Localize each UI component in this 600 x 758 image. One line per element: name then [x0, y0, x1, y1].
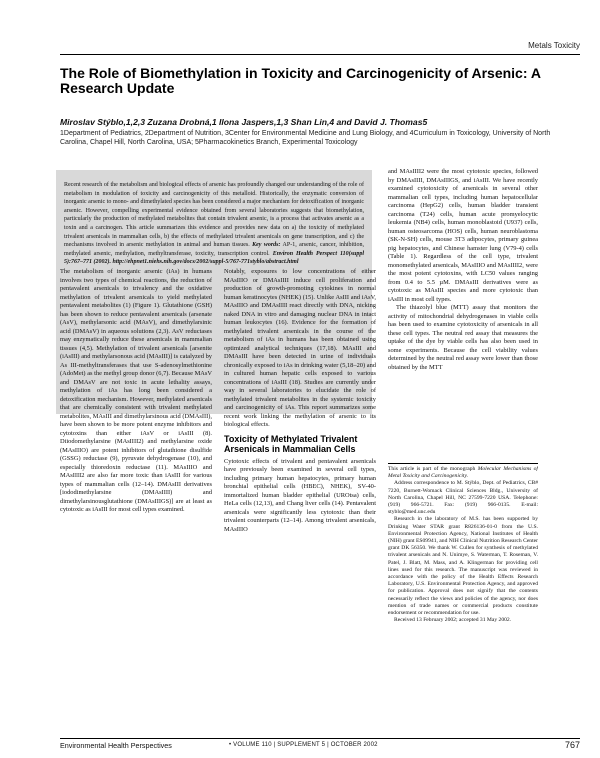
- journal-details: • VOLUME 110 | SUPPLEMENT 5 | OCTOBER 2002: [229, 742, 378, 748]
- author-list: Miroslav Stýblo,1,2,3 Zuzana Drobná,1 Ilona Jaspers,1,3 Shan Lin,4 and David J. Thomas5: [60, 117, 428, 127]
- body-paragraph: The thiazolyl blue (MTT) assay that monitors the activity of mitochondrial dehydrogenases in viable cells has been used to examine cytotoxicity of arsenicals in all these cell types. The neutral red assay that measures the uptake of the dye by viable cells has also been used in some experiments. Because the cell viability values determined by the neutral red assay were lower than those obtained by the MTT: [388, 304, 538, 371]
- monograph-note: [388, 466, 538, 480]
- body-column-2: [224, 268, 376, 736]
- page-number: 767: [564, 740, 580, 750]
- footnote-rule: [388, 463, 538, 464]
- received-dates: Received 13 February 2002; accepted 31 May 2002.: [394, 617, 512, 624]
- abstract-url[interactable]: http://ehpnet1.niehs.nih.gov/docs/2002/suppl-5/767-771styblo/abstract.html: [112, 259, 299, 266]
- body-paragraph: Notably, exposures to low concentrations of either MAsIIIO or DMAsIIII induce cell proliferation and production of growth-promoting cytokines in normal human keratinocytes (NHEK) (15). Unlike AsIII and iAsV, MAsIIIO and DMAsIIII react directly with DNA, nicking naked DNA in vitro and damaging nuclear DNA in intact human leukocytes (16). Evidence for the formation of methylated trivalent arsenicals in the course of the metabolism of iAs in humans has been obtained using optimized analytical techniques (17,18). MAsIII and DMAsIII have been detected in urine of individuals chronically exposed to iAs in drinking water (5,18–20) and in cultured human hepatic cells exposed to various concentrations of iAsIII (18). Studies are currently under way in several laboratories to elucidate the role of methylated trivalent metabolites in the systemic toxicity and carcinogenicity of iAs. This report summarizes some recent work linking the methylation of arsenic to its biological effects.: [224, 268, 376, 428]
- monograph-prefix: This article is part of the monograph: [388, 466, 476, 472]
- section-heading: Toxicity of Methylated Trivalent Arsenicals in Mammalian Cells: [224, 433, 358, 454]
- article-title: The Role of Biomethylation in Toxicity and Carcinogenicity of Arsenic: A Research Update: [60, 65, 541, 96]
- body-column-1: [60, 268, 212, 736]
- header-rule: [60, 54, 580, 55]
- body-paragraph: The metabolism of inorganic arsenic (iAs) in humans involves two types of chemical reactions, the reduction of pentavalent arsenicals to trivalency and the oxidative methylation of trivalent arsenicals to yield methylated pentavalent metabolites (1) (Figure 1). Glutathione (GSH) has been shown to reduce pentavalent arsenicals (arsenate (AsV), methylarsonic acid (MAsV), and dimethylarsinic acid (DMAsV) in aqueous solutions (2,3). AsV reductases may enzymatically reduce these arsenicals in mammalian tissues (4,5). Methylation of trivalent arsenicals [arsenite (iAsIII) and methylarsonous acid (MAsIII)] is catalyzed by As III-methyltransferases that use S-adenosylmethionine (AdoMet) as the methyl group donor (6,7). Because MAsV and DMAsV are not toxic in acute lethality assays, methylation of iAs has long been considered a detoxification mechanism. However, methylated arsenicals that are chemically consistent with trivalent methylated metabolites, MAsIII and dimethylarsinous acid (DMAsIII), have been shown to be more potent enzyme inhibitors and cytotoxins than either iAsV or iAsIII (8). Diiodomethylarsine (MAsIIII2) and methylarsine oxide (MAsIIIO) are potent inhibitors of glutathione disulfide (GSSG) reductase (9), pyruvate dehydrogenase (10), and especially thioredoxin reductase (11). MAsIIIO and MAsIIII2 are also far more toxic than iAsIII for various types of mammalian cells (12–14). DMAsIII derivatives [iododimethylarsine (DMAsIIII) and dimethylarsinousglutathione (DMAsIIIGS)] are at least as cytotoxic as iAsIII for most cell types examined.: [60, 268, 212, 513]
- affiliations: 1Department of Pediatrics, 2Department of Nutrition, 3Center for Environmental Medicine and Lung Biology, and 4Curriculum in Toxicology, University of North Carolina, Chapel Hill, North Carolina, USA; 5Pharmacokinetics Branch, Experimental Toxicology: [60, 130, 551, 146]
- body-paragraph: Cytotoxic effects of trivalent and pentavalent arsenicals have previously been examined in several cell types, including primary human hepatocytes, primary human bronchial epithelial cells (HBEC), NHEK), SV-40-immortalized human bladder epithelial (UROtsa) cells, HeLa cells (12,13), and Chang liver cells (14). Pentavalent arsenicals were significantly less cytotoxic than their trivalent counterparts (12–14). Among trivalent arsenicals, MAsIIIO: [224, 457, 376, 533]
- body-column-3: [388, 168, 538, 456]
- acknowledgments: Research in the laboratory of M.S. has been supported by Drinking Water STAR grant R826136-01-0 from the U.S. Environmental Protection Agency, National Institutes of Health (NIH) grant ES09941, and NIH Clinical Nutrition Research Center grant DK 56350. We thank W. Cullen for synthesis of methylated trivalent arsenicals and N. Unimye, S. Waterman, T. Roseman, V. Patel, J. Blatt, M. Mass, and A. Klingerman for providing cell lines used for this research. The manuscript was reviewed in accordance with the policy of the Health Effects Research Laboratory, U.S. Environmental Protection Agency, and approved for publication. Approval does not signify that the contents necessarily reflect the views and policies of the agency, nor does mention of trade names or commercial products constitute endorsement or recommendation for use.: [388, 516, 538, 617]
- footnote: [388, 466, 538, 738]
- keywords: AP-1, arsenic, cancer, inhibition, methylated arsenic, methylation, methyltransferase, toxicity, transcription control.: [64, 242, 365, 257]
- citation: Environ Health Perspect 110(suppl 5):767–771 (2002).: [64, 250, 365, 266]
- keywords-label: Key words:: [252, 242, 281, 249]
- correspondence: Address correspondence to M. Stýblo, Dept. of Pediatrics, CB# 7220, Burnett-Womack Clinical Sciences Bldg., University of North Carolina, Chapel Hill, NC 27599-7220 USA. Telephone: (919) 966-5721. Fax: (919) 966-0135. E-mail: styblo@med.unc.edu: [388, 480, 538, 516]
- footer-rule: [60, 738, 580, 739]
- body-paragraph: and MAsIIII2 were the most cytotoxic species, followed by DMAsIIII, DMAsIIIGS, and iAsIII. We have recently examined cytotoxicity of arsenicals in several other mammalian cell types, including human hepatocellular carcinoma (HepG2) cells, human bladder transient carcinoma (T24) cells, human acute promyelocytic leukemia (NB4) cells, human monoblastoid (U937) cells, human osteosarcoma (HOS) cells, human neuroblastoma (SK-N-SH) cells, mouse 3T3 adipocytes, primary guinea pig hepatocytes, and Chinese hamster lung (V79-4) cells (Table 1). Regardless of the cell type, trivalent monomethylated arsenicals, MAsIIIO and MAsIIII2, were the most potent cytotoxins, with LC50 values ranging from 0.4 to 5.5 µM. DMAsIII derivatives were as cytotoxic as MAsIII species and more cytotoxic than iAsIII in most cell types.: [388, 168, 538, 303]
- abstract: [64, 181, 364, 267]
- journal-name: Environmental Health Perspectives: [60, 741, 172, 750]
- monograph-title: Molecular Mechanisms of Metal Toxicity and Carcinogenicity.: [388, 466, 538, 480]
- abstract-text: Recent research of the metabolism and biological effects of arsenic has profoundly changed our understanding of the role of metabolism in modulation of toxicity and carcinogenicity of this metalloid. Historically, the enzymatic conversion of inorganic arsenic to mono- and dimethylated species has been considered a major mechanism for detoxification of inorganic arsenic. However, compelling experimental evidence obtained from several laboratories suggests that biomethylation, particularly the production of methylated metabolites that contain trivalent arsenic, is a process that activates arsenic as a toxin and a carcinogen. This article summarizes this evidence and provides new data on a) the toxicity of methylated trivalent arsenicals in mammalian cells, b) the effects of methylated trivalent arsenicals on gene transcription, and c) the mechanisms involved in arsenic methylation in animal and human tissues.: [64, 182, 364, 249]
- section-label: Metals Toxicity: [528, 41, 580, 50]
